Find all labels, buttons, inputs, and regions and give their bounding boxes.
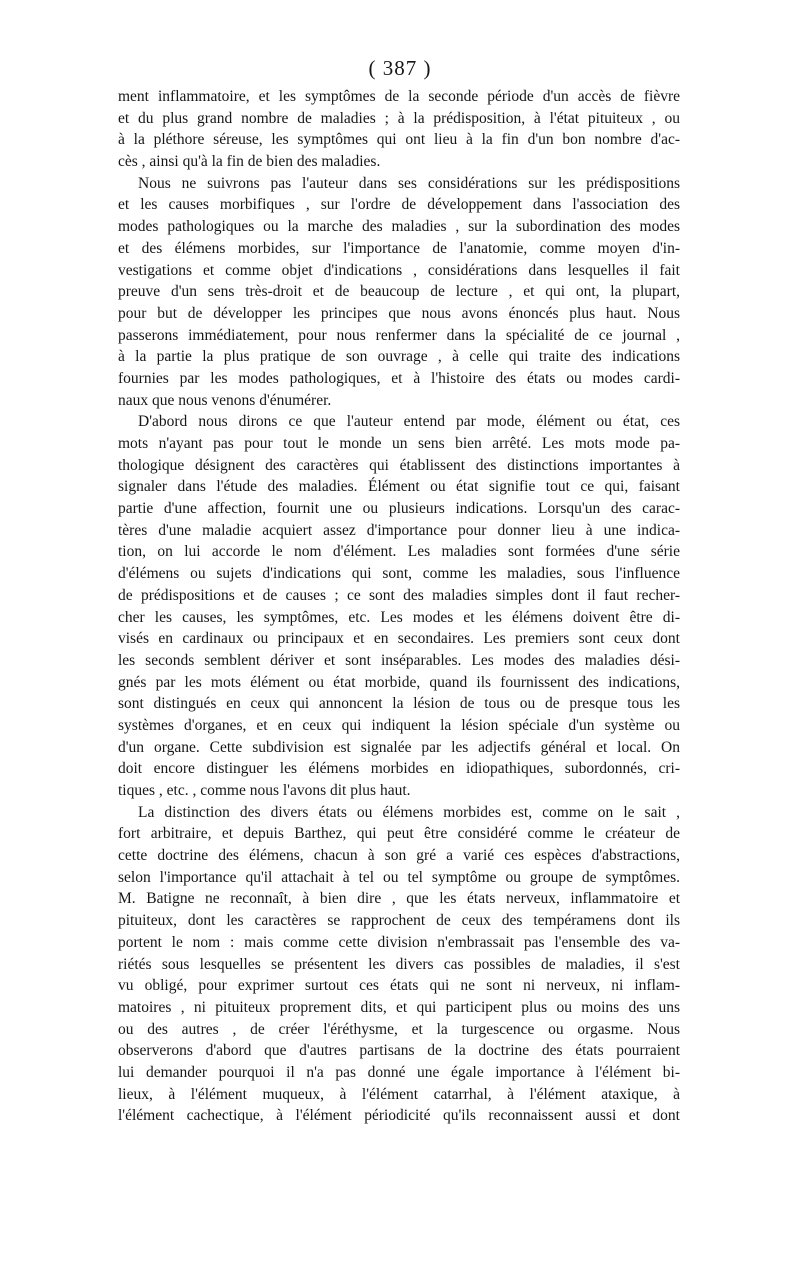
body-text [118, 86, 680, 1127]
text-line: naux que nous venons d'énumérer. [118, 391, 332, 409]
text-line: lui demander pourquoi il n'a pas donné une égale importance à l'élément bi- [118, 1063, 680, 1081]
page-number: ( 387 ) [368, 56, 432, 80]
text-line: Nous ne suivrons pas l'auteur dans ses considérations sur les prédispositions [138, 174, 680, 192]
text-line: partie d'une affection, fournit une ou plusieurs indications. Lorsqu'un des carac- [118, 500, 680, 518]
text-line: cher les causes, les symptômes, etc. Les modes et les élémens doivent être di- [118, 608, 680, 626]
text-line: mots n'ayant pas pour tout le monde un sens bien arrêté. Les mots mode pa- [118, 435, 680, 452]
text-line: ou des autres , de créer l'éréthysme, et la turgescence ou orgasme. Nous [118, 1020, 680, 1038]
text-line: systèmes d'organes, et en ceux qui indiquent la lésion spéciale d'un système ou [118, 716, 680, 734]
text-line: selon l'importance qu'il attachait à tel ou tel symptôme ou groupe de symptômes. [118, 868, 680, 886]
text-line: preuve d'un sens très-droit et de beaucoup de lecture , et qui ont, la plupart, [118, 283, 680, 301]
text-line: l'élément cachectique, à l'élément périodicité qu'ils reconnaissent aussi et dont [118, 1107, 680, 1125]
text-line: D'abord nous dirons ce que l'auteur entend par mode, élément ou état, ces [138, 413, 680, 431]
text-line: à la partie la plus pratique de son ouvrage , à celle qui traite des indications [118, 348, 680, 366]
text-line: et les causes morbifiques , sur l'ordre de développement dans l'association des [118, 196, 680, 214]
text-line: gnés par les mots élément ou état morbide, quand ils fournissent des indications, [118, 673, 680, 691]
text-line: La distinction des divers états ou élémens morbides est, comme on le sait , [138, 803, 680, 821]
text-line: et du plus grand nombre de maladies ; à la prédisposition, à l'état pituiteux , ou [118, 109, 680, 127]
text-line: vu obligé, pour exprimer surtout ces états qui ne sont ni nerveux, ni inflam- [118, 977, 680, 995]
text-line: riétés sous lesquelles se présentent les divers cas possibles de maladies, il s'est [118, 955, 680, 973]
paragraph-3 [118, 411, 680, 801]
text-line: observerons d'abord que d'autres partisans de la doctrine des états pourraient [118, 1042, 680, 1060]
text-line: portent le nom : mais comme cette division n'embrassait pas l'ensemble des va- [118, 933, 680, 951]
text-line: visés en cardinaux ou principaux et en secondaires. Les premiers sont ceux dont [118, 630, 680, 648]
text-line: tiques , etc. , comme nous l'avons dit plus haut. [118, 782, 411, 799]
text-line: doit encore distinguer les élémens morbides en idiopathiques, subordonnés, cri- [118, 760, 680, 778]
text-line: fournies par les modes pathologiques, et à l'histoire des états ou modes cardi- [118, 369, 680, 387]
text-line: signaler dans l'étude des maladies. Élément ou état signifie tout ce qui, faisant [118, 478, 680, 496]
text-line: M. Batigne ne reconnaît, à bien dire , que les états nerveux, inflammatoire et [118, 890, 680, 908]
text-line: et des élémens morbides, sur l'importance de l'anatomie, comme moyen d'in- [118, 239, 680, 257]
text-line: à la pléthore séreuse, les symptômes qui ont lieu à la fin d'un bon nombre d'ac- [118, 131, 680, 149]
text-line: thologique désignent des caractères qui établissent des distinctions importantes à [118, 456, 680, 474]
text-line: d'élémens ou sujets d'indications qui sont, comme les maladies, sous l'influence [118, 565, 680, 583]
text-line: sont distingués en ceux qui annoncent la lésion de tous ou de presque tous les [118, 695, 680, 713]
text-line: matoires , ni pituiteux proprement dits, et qui participent plus ou moins des uns [118, 998, 680, 1016]
text-line: cès , ainsi qu'à la fin de bien des maladies. [118, 153, 381, 171]
paragraph-2 [118, 173, 680, 412]
text-line: les seconds semblent dériver et sont inséparables. Les modes des maladies dési- [118, 651, 680, 669]
text-line: lieux, à l'élément muqueux, à l'élément catarrhal, à l'élément ataxique, à [118, 1085, 680, 1103]
text-line: pituiteux, dont les caractères se rapprochent de ceux des tempéramens dont ils [118, 912, 680, 930]
text-line: pour but de développer les principes que nous avons énoncés plus haut. Nous [118, 304, 680, 322]
text-line: cette doctrine des élémens, chacun à son gré a varié ces espèces d'abstractions, [118, 847, 680, 865]
text-line: tion, on lui accorde le nom d'élément. Les maladies sont formées d'une série [118, 543, 680, 561]
text-line: vestigations et comme objet d'indications , considérations dans lesquelles il fait [118, 261, 680, 279]
paragraph-1 [118, 86, 680, 173]
text-line: fort arbitraire, et depuis Barthez, qui peut être considéré comme le créateur de [118, 825, 680, 843]
text-line: tères d'une maladie acquiert assez d'importance pour donner lieu à une indica- [118, 521, 680, 539]
text-line: d'un organe. Cette subdivision est signalée par les adjectifs général et local. On [118, 738, 680, 756]
paragraph-4 [118, 802, 680, 1127]
text-line: ment inflammatoire, et les symptômes de la seconde période d'un accès de fièvre [118, 88, 680, 105]
text-line: passerons immédiatement, pour nous renfermer dans la spécialité de ce journal , [118, 326, 680, 344]
text-line: de prédispositions et de causes ; ce sont des maladies simples dont il faut recher- [118, 586, 680, 604]
text-line: modes pathologiques ou la marche des maladies , sur la subordination des modes [118, 218, 680, 236]
